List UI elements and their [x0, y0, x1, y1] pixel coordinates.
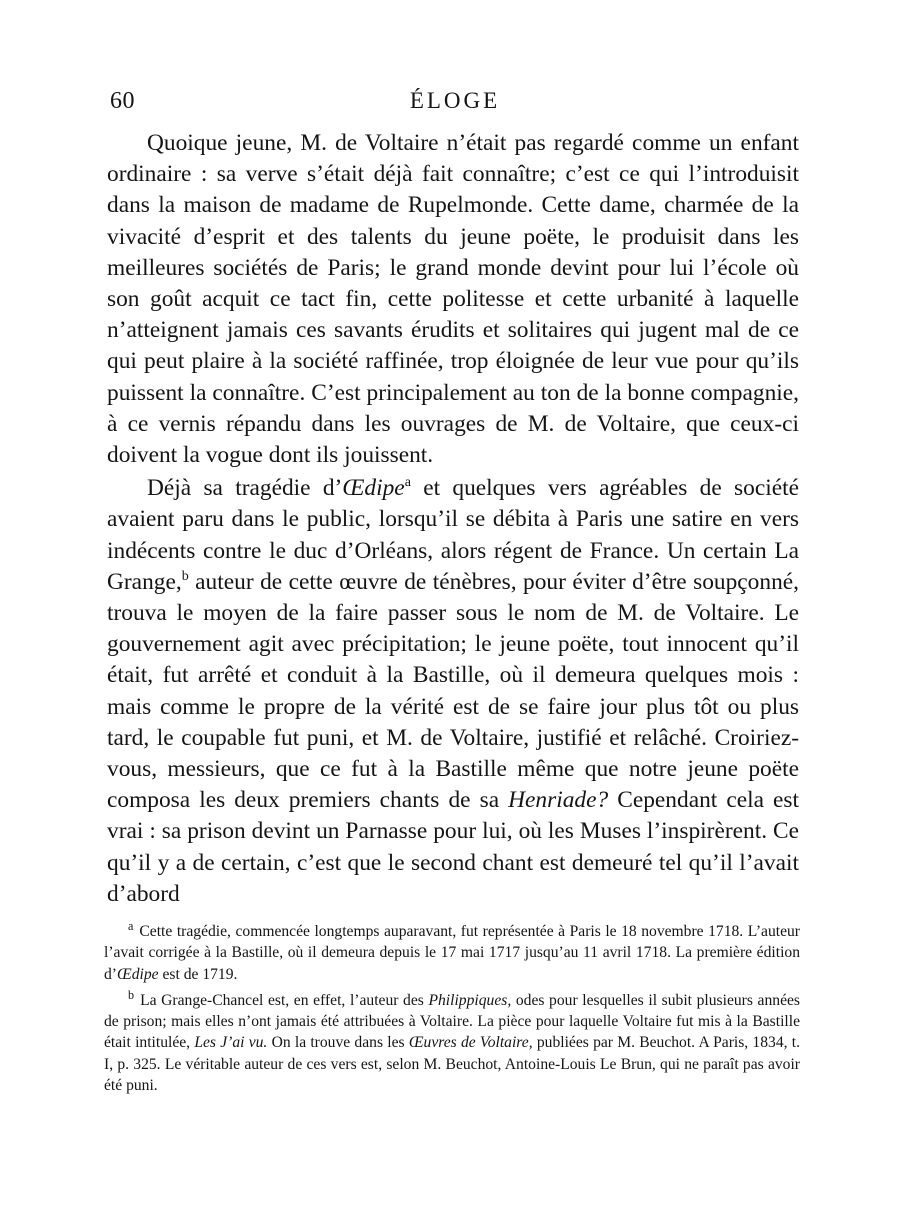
- henriade-title: Henriade?: [508, 787, 609, 814]
- paragraph-2-text-a: Déjà sa tragédie d’: [147, 475, 343, 502]
- running-head: [110, 88, 800, 122]
- footnote-b-text-3: On la trouve dans les: [267, 1034, 409, 1052]
- footnote-b: [104, 987, 800, 1096]
- oedipe-title: Œdipe: [342, 475, 405, 502]
- paragraph-2: [107, 473, 799, 910]
- footnote-b-text-4: publiées par M. Beuchot. A Paris, 1834, t. I, p. 325. Le véritable auteur de ces vers est, selon M. Beuchot, Antoine-Louis Le Brun, qui ne paraît pas avoir été puni.: [104, 1034, 800, 1095]
- page-number: 60: [110, 88, 135, 114]
- footnote-a-text-1: Cette tragédie, commencée longtemps auparavant, fut représentée à Paris le 18 novembre 1718. L’auteur l’avait corrigée à la Bastille, où il demeura depuis le 17 mai 1717 jusqu’au 11 avril 1718. La première édition d’: [104, 923, 800, 983]
- body-text: [107, 128, 799, 910]
- page-heading: ÉLOGE: [409, 88, 501, 113]
- footnote-b-text-2: odes pour lesquelles il subit plusieurs années de prison; mais elles n’ont jamais été attribuées à Voltaire. La pièce pour laquelle Voltaire fut mis à la Bastille était intitulée,: [104, 991, 800, 1052]
- footnote-a: [104, 918, 800, 985]
- footnote-a-text-2: est de 1719.: [158, 965, 238, 983]
- paragraph-2-text-b: et quelques vers agréables de société avaient paru dans le public, lorsqu’il se débita à Paris une satire en vers indécents contre le duc d’Orléans, alors régent de France. Un certain La Grange,: [107, 475, 799, 595]
- footnote-marker-a: a: [128, 918, 134, 933]
- footnote-marker-b: b: [128, 987, 135, 1002]
- footnotes: [104, 918, 800, 1096]
- footnote-b-jai-vu: Les J’ai vu.: [194, 1034, 268, 1052]
- footnote-ref-a: a: [404, 474, 411, 491]
- footnote-b-oeuvres: Œuvres de Voltaire,: [408, 1034, 533, 1052]
- paragraph-1: Quoique jeune, M. de Voltaire n’était pas regardé comme un enfant ordinaire : sa verve s’était déjà fait connaître; c’est ce qui l’introduisit dans la maison de madame de Rupelmonde. Cette dame, charmée de la vivacité d’esprit et des talents du jeune poëte, le produisit dans les meilleures sociétés de Paris; le grand monde devint pour lui l’école où son goût acquit ce tact fin, cette politesse et cette urbanité à laquelle n’atteignent jamais ces savants érudits et solitaires qui jugent mal de ce qui peut plaire à la société raffinée, trop éloignée de leur vue pour qu’ils puissent la connaître. C’est principalement au ton de la bonne compagnie, à ce vernis répandu dans les ouvrages de M. de Voltaire, que ceux-ci doivent la vogue dont ils jouissent.: [107, 130, 799, 469]
- paragraph-2-text-c: auteur de cette œuvre de ténèbres, pour éviter d’être soupçonné, trouva le moyen de la faire passer sous le nom de M. de Voltaire. Le gouvernement agit avec précipitation; le jeune poëte, tout innocent qu’il était, fut arrêté et conduit à la Bastille, où il demeura quelques mois : mais comme le propre de la vérité est de se faire jour plus tôt ou plus tard, le coupable fut puni, et M. de Voltaire, justifié et relâché. Croiriez-vous, messieurs, que ce fut à la Bastille même que notre jeune poëte composa les deux premiers chants de sa: [107, 568, 799, 814]
- footnote-a-oedipe: Œdipe: [117, 965, 159, 983]
- footnote-b-philippiques: Philippiques,: [428, 991, 512, 1009]
- paragraph-2-text-d: Cependant cela est vrai : sa prison devint un Parnasse pour lui, où les Muses l’inspirèrent. Ce qu’il y a de certain, c’est que le second chant est demeuré tel qu’il l’avait d’abord: [107, 787, 800, 907]
- footnote-b-text-1: La Grange-Chancel est, en effet, l’auteur des: [140, 991, 429, 1009]
- footnote-ref-b: b: [181, 568, 189, 585]
